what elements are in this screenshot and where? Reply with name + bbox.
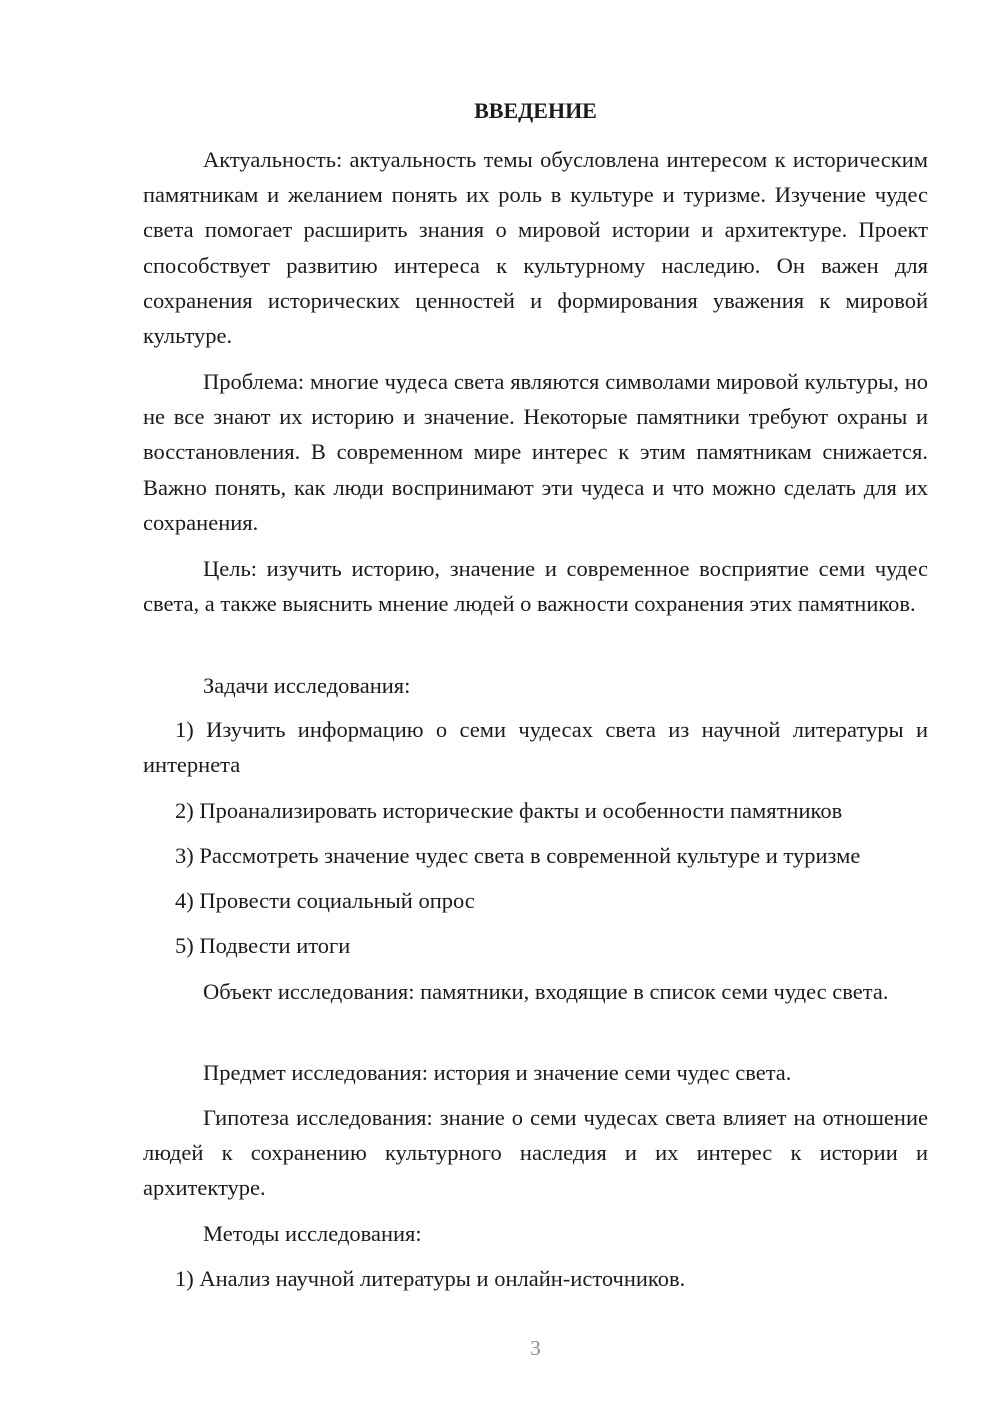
section-title: ВВЕДЕНИЕ [474, 98, 597, 123]
object-paragraph: Объект исследования: памятники, входящие в список семи чудес света. [203, 979, 889, 1004]
problem-paragraph: Проблема: многие чудеса света являются символами мировой культуры, но не все знают их историю и значение. Некоторые памятники требуют охраны и восстановления. В современном мире интерес к этим памятникам снижается. Важно понять, как люди воспринимают эти чудеса и что можно сделать для их сохранения. [143, 369, 928, 535]
tasks-heading: Задачи исследования: [203, 673, 411, 698]
method-item-1: 1) Анализ научной литературы и онлайн-источников. [175, 1266, 686, 1291]
task-item-2: 2) Проанализировать исторические факты и особенности памятников [175, 798, 843, 823]
task-item-5: 5) Подвести итоги [175, 933, 351, 958]
goal-paragraph: Цель: изучить историю, значение и современное восприятие семи чудес света, а также выяснить мнение людей о важности сохранения этих памятников. [143, 556, 928, 617]
subject-paragraph: Предмет исследования: история и значение семи чудес света. [203, 1060, 792, 1085]
page-number: 3 [530, 1336, 541, 1360]
relevance-paragraph: Актуальность: актуальность темы обусловлена интересом к историческим памятникам и желанием понять их роль в культуре и туризме. Изучение чудес света помогает расширить знания о мировой истории и архитектуре. Проект способствует развитию интереса к культурному наследию. Он важен для сохранения исторических ценностей и формирования уважения к мировой культуре. [143, 147, 928, 349]
task-item-1: 1) Изучить информацию о семи чудесах света из научной литературы и интернета [143, 717, 928, 778]
hypothesis-paragraph: Гипотеза исследования: знание о семи чудесах света влияет на отношение людей к сохранению культурного наследия и их интерес к истории и архитектуре. [143, 1105, 928, 1201]
task-item-3: 3) Рассмотреть значение чудес света в современной культуре и туризме [175, 843, 861, 868]
task-item-4: 4) Провести социальный опрос [175, 888, 475, 913]
methods-heading: Методы исследования: [203, 1221, 422, 1246]
